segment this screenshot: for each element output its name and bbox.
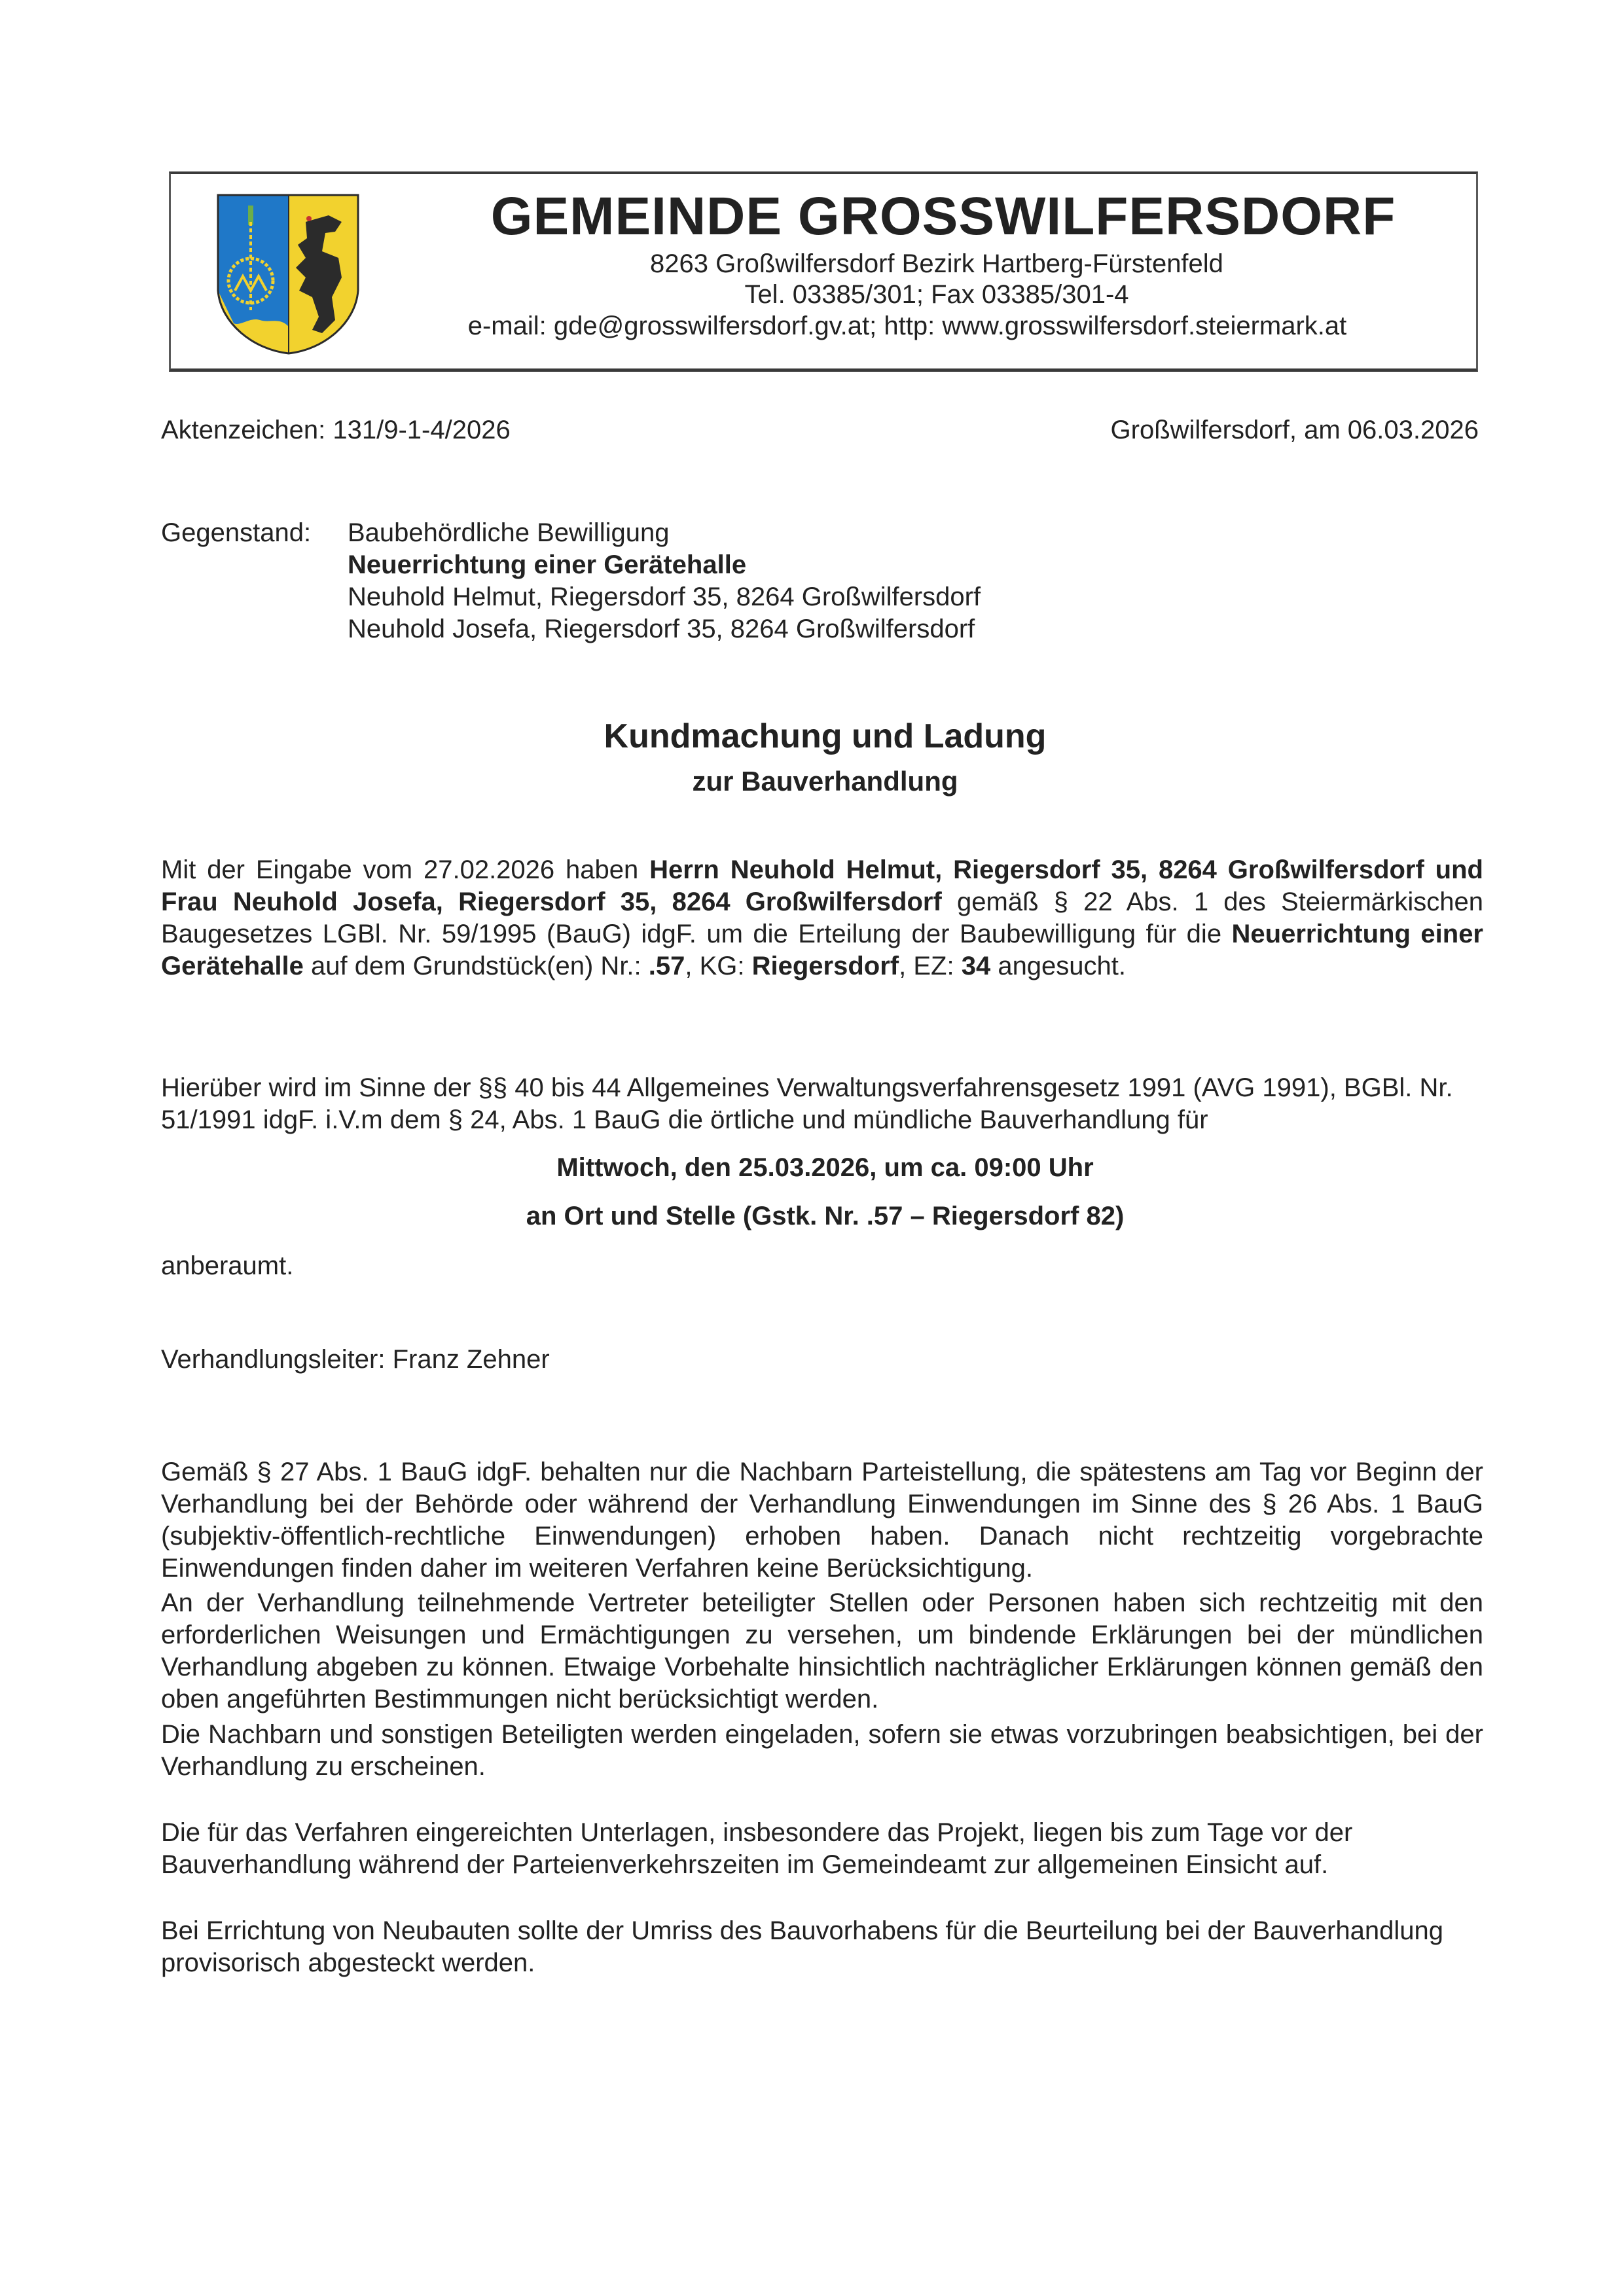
cadastral-community: Riegersdorf: [751, 952, 899, 980]
text-run: auf dem Grundstück(en) Nr.:: [303, 952, 649, 980]
text-run: , KG:: [685, 952, 752, 980]
text-run: , EZ:: [899, 952, 962, 980]
municipality-title: GEMEINDE GROSSWILFERSDORF: [490, 187, 1396, 246]
text-run: angesucht.: [990, 952, 1127, 980]
municipality-contact: e-mail: gde@grosswilfersdorf.gv.at; http: www.grosswilfersdorf.steiermark.at: [467, 312, 1347, 340]
hearing-leader: Verhandlungsleiter: Franz Zehner: [161, 1345, 550, 1374]
document-title: Kundmachung und Ladung: [604, 717, 1047, 755]
hearing-date: Mittwoch, den 25.03.2026, um ca. 09:00 Uhr: [556, 1153, 1094, 1182]
subject-line: Neuhold Josefa, Riegersdorf 35, 8264 Großwilfersdorf: [348, 615, 975, 643]
subject-lines: [348, 517, 981, 645]
letterhead: [169, 171, 1478, 372]
project-name: Neuerrichtung einer Gerätehalle: [161, 920, 1483, 980]
file-reference: Aktenzeichen: 131/9-1-4/2026: [161, 416, 511, 444]
staking-paragraph: Bei Errichtung von Neubauten sollte der Umriss des Bauvorhabens für die Beurteilung bei der Bauverhandlung provisorisch abgesteckt werden.: [161, 1916, 1443, 1977]
scheduled-text: anberaumt.: [161, 1251, 294, 1280]
subject-line: Baubehördliche Bewilligung: [348, 518, 670, 547]
document-subtitle: zur Bauverhandlung: [692, 766, 958, 797]
subject-project: Neuerrichtung einer Gerätehalle: [348, 550, 747, 579]
invitation-paragraph: Die Nachbarn und sonstigen Beteiligten werden eingeladen, sofern sie etwas vorzubringen beabsichtigen, bei der Verhandlung zu erscheinen.: [161, 1720, 1483, 1781]
municipality-phone-fax: Tel. 03385/301; Fax 03385/301-4: [744, 280, 1129, 309]
application-paragraph: [161, 854, 1483, 982]
coat-of-arms-icon: [214, 192, 362, 356]
text-run: Mit der Eingabe vom 27.02.2026 haben: [161, 855, 650, 884]
documents-paragraph: Die für das Verfahren eingereichten Unterlagen, insbesondere das Projekt, liegen bis zum Tage vor der Bauverhandlung während der Parteienverkehrszeiten im Gemeindeamt zur allgemeinen Einsicht auf.: [161, 1818, 1353, 1879]
text-run: gemäß § 22 Abs. 1 des Steiermärkischen Baugesetzes LGBl. Nr. 59/1995 (BauG) idgF. um die Erteilung der Baubewilligung für die: [161, 888, 1483, 948]
subject-label: Gegenstand:: [161, 518, 312, 547]
hearing-location: an Ort und Stelle (Gstk. Nr. .57 – Riegersdorf 82): [526, 1202, 1125, 1230]
place-date: Großwilfersdorf, am 06.03.2026: [1110, 416, 1479, 444]
objections-paragraph: Gemäß § 27 Abs. 1 BauG idgF. behalten nur die Nachbarn Parteistellung, die spätestens am Tag vor Beginn der Verhandlung bei der Behörde oder während der Verhandlung Einwendungen im Sinne des § 26 Abs. 1 BauG (subjektiv-öffentlich-rechtliche Einwendungen) erhoben haben. Danach nicht rechtzeitig vorgebrachte Einwendungen finden daher im weiteren Verfahren keine Berücksichtigung.: [161, 1458, 1483, 1583]
land-register-number: 34: [961, 952, 991, 980]
legal-basis-paragraph: Hierüber wird im Sinne der §§ 40 bis 44 Allgemeines Verwaltungsverfahrensgesetz 1991 (AVG 1991), BGBl. Nr. 51/1991 idgF. i.V.m dem § 24, Abs. 1 BauG die örtliche und mündliche Bauverhandlung für: [161, 1073, 1453, 1134]
subject-line: Neuhold Helmut, Riegersdorf 35, 8264 Großwilfersdorf: [348, 583, 981, 611]
plot-number: .57: [648, 952, 685, 980]
representatives-paragraph: An der Verhandlung teilnehmende Vertreter beteiligter Stellen oder Personen haben sich rechtzeitig mit den erforderlichen Weisungen und Ermächtigungen zu versehen, um bindende Erklärungen bei der mündlichen Verhandlung abgeben zu können. Etwaige Vorbehalte hinsichtlich nachträglicher Erklärungen können gemäß den oben angeführten Bestimmungen nicht berücksichtigt werden.: [161, 1588, 1483, 1713]
applicants: Herrn Neuhold Helmut, Riegersdorf 35, 8264 Großwilfersdorf und Frau Neuhold Josefa, Riegersdorf 35, 8264 Großwilfersdorf: [161, 855, 1483, 916]
municipality-address: 8263 Großwilfersdorf Bezirk Hartberg-Fürstenfeld: [650, 249, 1223, 278]
